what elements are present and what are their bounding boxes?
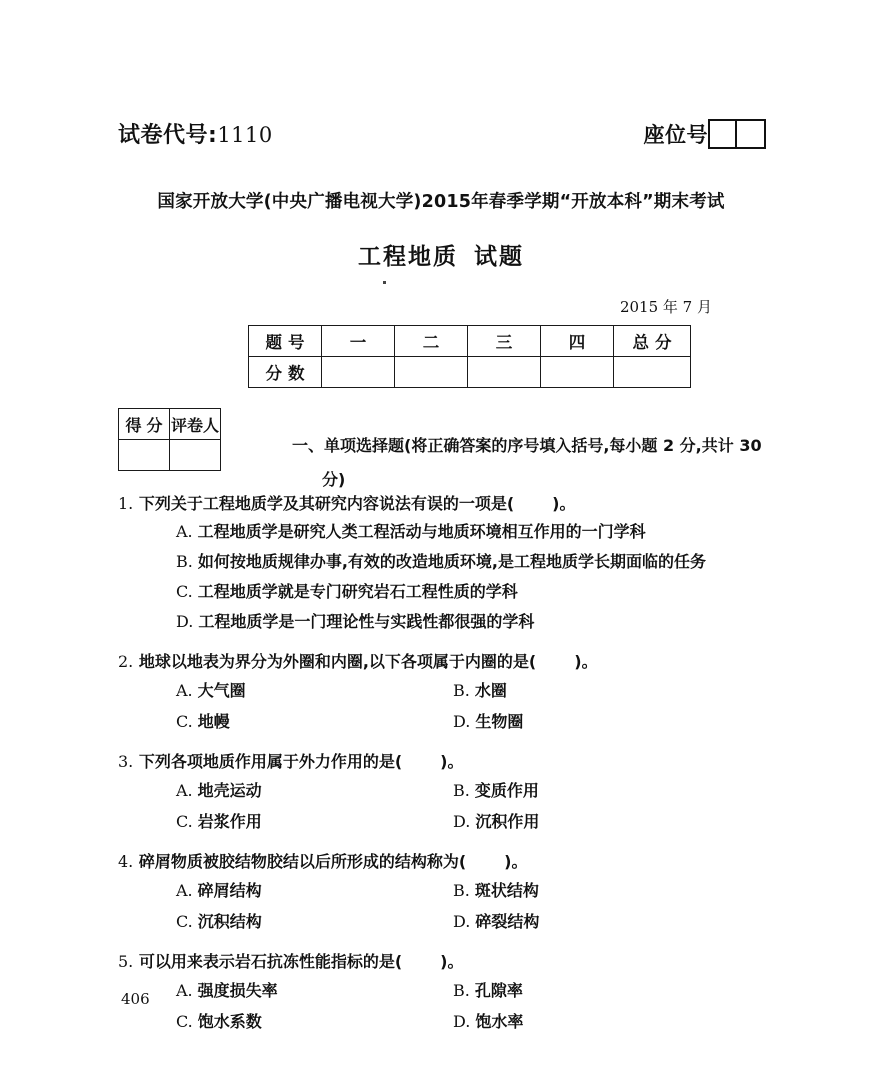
question-number: 1.: [118, 494, 134, 513]
exam-code-label: 试卷代号:: [118, 123, 218, 148]
exam-code: [118, 118, 273, 149]
option-label: 孔隙率: [474, 981, 523, 1000]
option-label: 工程地质学是研究人类工程活动与地质环境相互作用的一门学科: [197, 522, 646, 541]
question-number: 3.: [118, 752, 134, 771]
exam-date: 2015 年 7 月: [619, 298, 712, 316]
option-d[interactable]: [453, 706, 733, 737]
option-a[interactable]: [176, 875, 453, 906]
option-list: [118, 775, 768, 837]
header-code-row: [118, 118, 766, 158]
question-number: 2.: [118, 652, 134, 671]
option-letter: B.: [453, 681, 470, 700]
question-item: [118, 648, 768, 737]
option-row: [118, 906, 768, 937]
option-label: 如何按地质规律办事,有效的改造地质环境,是工程地质学长期面临的任务: [197, 552, 707, 571]
option-c[interactable]: [176, 1006, 453, 1037]
option-list: [118, 517, 768, 637]
section-heading-line-1: 一、单项选择题(将正确答案的序号填入括号,每小题 2 分,共计 30: [292, 436, 762, 455]
option-letter: A.: [176, 681, 193, 700]
score-summary-table: [248, 325, 691, 388]
question-text: 下列各项地质作用属于外力作用的是(: [138, 752, 403, 771]
option-a[interactable]: [176, 517, 768, 547]
question-item: [118, 490, 768, 637]
option-label: 碎屑结构: [197, 881, 262, 900]
option-row: [118, 806, 768, 837]
score-value-total[interactable]: [614, 357, 691, 388]
option-d[interactable]: [453, 906, 733, 937]
option-label: 生物圈: [475, 712, 524, 731]
grader-box: [118, 408, 221, 471]
section-heading-multiple-choice: [292, 429, 812, 497]
option-d[interactable]: [453, 1006, 733, 1037]
grader-box-score-label: 得分: [119, 409, 170, 440]
option-b[interactable]: [453, 975, 733, 1006]
table-row: [249, 326, 691, 357]
score-table-score-label: 分数: [249, 357, 322, 388]
option-row: [118, 1006, 768, 1037]
table-row: [249, 357, 691, 388]
question-text-tail: )。: [504, 852, 528, 871]
question-item: [118, 748, 768, 837]
exam-code-value: 1110: [217, 123, 273, 147]
option-label: 沉积结构: [197, 912, 262, 931]
seat-number-label: 座位号: [643, 123, 708, 147]
page-title: [0, 238, 882, 271]
option-letter: D.: [453, 712, 471, 731]
question-text-tail: )。: [574, 652, 598, 671]
exam-institution-title: 国家开放大学(中央广播电视大学)2015年春季学期“开放本科”期末考试: [157, 192, 725, 212]
scan-artifact-dot: [383, 281, 386, 284]
table-row: [119, 440, 221, 471]
option-row: [118, 975, 768, 1006]
option-letter: C.: [176, 1012, 193, 1031]
option-label: 地幔: [197, 712, 230, 731]
option-letter: B.: [453, 781, 470, 800]
option-label: 变质作用: [474, 781, 539, 800]
option-c[interactable]: [176, 706, 453, 737]
option-d[interactable]: [176, 607, 768, 637]
option-label: 强度损失率: [197, 981, 278, 1000]
question-item: [118, 848, 768, 937]
seat-number-box[interactable]: [710, 121, 737, 147]
score-table-total-label: 总分: [614, 326, 691, 357]
option-letter: C.: [176, 582, 193, 601]
question-text-tail: )。: [440, 952, 464, 971]
option-letter: B.: [453, 881, 470, 900]
option-a[interactable]: [176, 975, 453, 1006]
option-letter: B.: [453, 981, 470, 1000]
option-letter: A.: [176, 981, 193, 1000]
question-text: 地球以地表为界分为外圈和内圈,以下各项属于内圈的是(: [138, 652, 537, 671]
question-stem: [118, 748, 768, 775]
seat-number-field: [644, 119, 767, 149]
section-heading-line-2: 分): [322, 470, 346, 489]
option-row: [118, 875, 768, 906]
option-label: 工程地质学是一门理论性与实践性都很强的学科: [198, 612, 535, 631]
option-letter: D.: [453, 912, 471, 931]
option-letter: A.: [176, 522, 193, 541]
score-table-col-2: 二: [395, 326, 468, 357]
question-stem: [118, 490, 768, 517]
option-letter: D.: [453, 1012, 471, 1031]
grader-box-score-value[interactable]: [119, 440, 170, 471]
option-c[interactable]: [176, 577, 768, 607]
option-label: 大气圈: [197, 681, 246, 700]
question-number: 4.: [118, 852, 134, 871]
paper-subject: 工程地质: [358, 244, 458, 270]
grader-box-grader-label: 评卷人: [170, 409, 221, 440]
option-b[interactable]: [176, 547, 768, 577]
option-label: 地壳运动: [197, 781, 262, 800]
option-letter: C.: [176, 712, 193, 731]
score-value-4[interactable]: [541, 357, 614, 388]
score-table-col-4: 四: [541, 326, 614, 357]
question-text: 碎屑物质被胶结物胶结以后所形成的结构称为(: [138, 852, 467, 871]
question-stem: [118, 648, 768, 675]
option-list: [118, 875, 768, 937]
table-row: [119, 409, 221, 440]
question-number: 5.: [118, 952, 134, 971]
page-number: 406: [121, 990, 150, 1008]
option-letter: C.: [176, 912, 193, 931]
option-label: 饱水率: [475, 1012, 524, 1031]
question-item: [118, 948, 768, 1037]
option-row: [118, 706, 768, 737]
option-letter: D.: [453, 812, 471, 831]
option-label: 饱水系数: [197, 1012, 262, 1031]
option-letter: A.: [176, 781, 193, 800]
option-c[interactable]: [176, 906, 453, 937]
score-value-3[interactable]: [468, 357, 541, 388]
option-a[interactable]: [176, 675, 453, 706]
option-b[interactable]: [453, 675, 733, 706]
option-row: [118, 775, 768, 806]
option-c[interactable]: [176, 806, 453, 837]
score-table-col-3: 三: [468, 326, 541, 357]
option-d[interactable]: [453, 806, 733, 837]
question-stem: [118, 948, 768, 975]
paper-type: 试题: [474, 244, 524, 270]
option-label: 斑状结构: [474, 881, 539, 900]
option-row: [118, 675, 768, 706]
option-b[interactable]: [453, 875, 733, 906]
score-value-2[interactable]: [395, 357, 468, 388]
grader-box-grader-value[interactable]: [170, 440, 221, 471]
option-label: 岩浆作用: [197, 812, 262, 831]
option-list: [118, 975, 768, 1037]
question-text-tail: )。: [552, 494, 576, 513]
option-letter: A.: [176, 881, 193, 900]
question-stem: [118, 848, 768, 875]
question-text-tail: )。: [440, 752, 464, 771]
option-label: 工程地质学就是专门研究岩石工程性质的学科: [197, 582, 518, 601]
seat-number-boxes[interactable]: [708, 119, 766, 149]
seat-number-box[interactable]: [737, 121, 764, 147]
score-value-1[interactable]: [322, 357, 395, 388]
option-label: 碎裂结构: [475, 912, 540, 931]
option-letter: C.: [176, 812, 193, 831]
option-a[interactable]: [176, 775, 453, 806]
score-table-question-label: 题号: [249, 326, 322, 357]
question-text: 可以用来表示岩石抗冻性能指标的是(: [138, 952, 403, 971]
option-label: 沉积作用: [475, 812, 540, 831]
option-b[interactable]: [453, 775, 733, 806]
option-letter: D.: [176, 612, 194, 631]
question-list: [118, 490, 768, 1048]
question-text: 下列关于工程地质学及其研究内容说法有误的一项是(: [138, 494, 515, 513]
option-label: 水圈: [474, 681, 507, 700]
option-list: [118, 675, 768, 737]
option-letter: B.: [176, 552, 193, 571]
score-table-col-1: 一: [322, 326, 395, 357]
